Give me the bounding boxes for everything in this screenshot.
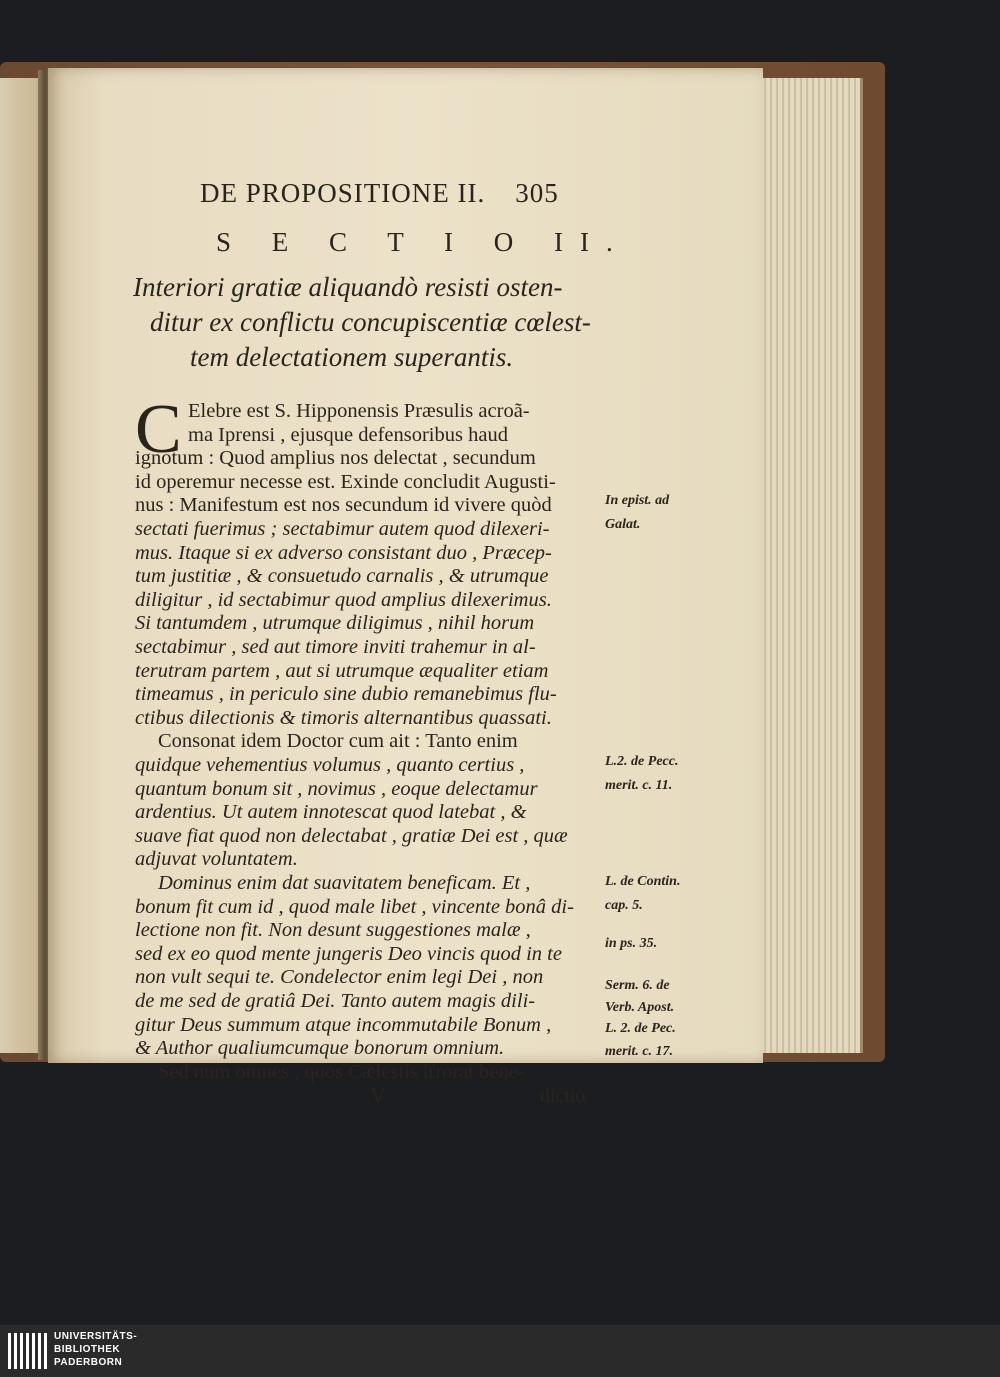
page-edges bbox=[760, 78, 863, 1053]
text-line: bonum fit cum id , quod male libet , vincente bonâ di- bbox=[135, 895, 574, 918]
text-line: quidque vehementius volumus , quanto certius , bbox=[135, 754, 525, 776]
margin-note: merit. c. 17. bbox=[605, 1044, 674, 1059]
page-number: 305 bbox=[515, 178, 559, 208]
text-line: tum justitiæ , & consuetudo carnalis , & utrumque bbox=[135, 565, 549, 588]
title-line: ditur ex conflictu concupiscentiæ cœlest- bbox=[150, 307, 591, 337]
catchword: dictio bbox=[540, 1085, 586, 1107]
text-line: sed ex eo quod mente jungeris Deo vincis quod in te bbox=[135, 942, 562, 965]
margin-note: In epist. ad bbox=[605, 493, 670, 508]
signature-mark: V bbox=[370, 1083, 386, 1108]
text-line: Sed num omnes , quos Cælestis irrorat bene- bbox=[158, 1060, 525, 1083]
margin-note: L. 2. de Pec. bbox=[605, 1021, 676, 1036]
text-line: ardentius. Ut autem innotescat quod latebat , & bbox=[135, 801, 527, 824]
library-name-line: PADERBORN bbox=[54, 1357, 123, 1368]
text-line: Consonat idem Doctor cum ait : Tanto enim bbox=[158, 730, 518, 753]
margin-note: in ps. 35. bbox=[605, 936, 658, 951]
library-name-line: BIBLIOTHEK bbox=[54, 1344, 121, 1355]
text-line: Elebre est S. Hipponensis Præsulis acroã- bbox=[188, 400, 530, 422]
text-line: gitur Deus summum atque incommutabile Bonum , bbox=[135, 1013, 552, 1036]
drop-capital: C bbox=[135, 391, 182, 468]
title-line: Interiori gratiæ aliquandò resisti osten- bbox=[133, 272, 563, 302]
text-line: sectati fuerimus ; sectabimur autem quod dilexeri- bbox=[135, 518, 550, 540]
text-line: ignotum : Quod amplius nos delectat , secundum bbox=[135, 447, 536, 470]
text-line: non vult sequi te. Condelector enim legi Dei , non bbox=[135, 966, 544, 989]
header-title: DE PROPOSITIONE II. bbox=[200, 178, 486, 208]
margin-note: cap. 5. bbox=[605, 898, 643, 913]
margin-note: L.2. de Pecc. bbox=[605, 754, 679, 769]
running-header bbox=[200, 178, 559, 209]
text-line: nus : Manifestum est nos secundum id vivere quòd bbox=[135, 494, 552, 517]
text-line: quantum bonum sit , novimus , eoque delectamur bbox=[135, 777, 538, 800]
text-line: id operemur necesse est. Exinde concludit Augusti- bbox=[135, 470, 556, 493]
text-line: sectabimur , sed aut timore inviti trahemur in al- bbox=[135, 636, 536, 658]
library-logo-icon bbox=[8, 1333, 48, 1369]
text-line: ma Iprensi , ejusque defensoribus haud bbox=[188, 423, 508, 446]
text-line: & Author qualiumcumque bonorum omnium. bbox=[135, 1037, 505, 1060]
margin-note: Serm. 6. de bbox=[605, 978, 670, 993]
text-line: adjuvat voluntatem. bbox=[135, 848, 298, 871]
text-line: Dominus enim dat suavitatem beneficam. Et , bbox=[158, 872, 531, 894]
text-line: lectione non fit. Non desunt suggestiones malæ , bbox=[135, 919, 531, 942]
text-line: timeamus , in periculo sine dubio remanebimus flu- bbox=[135, 683, 557, 706]
margin-note: L. de Contin. bbox=[605, 874, 681, 889]
text-line: Si tantumdem , utrumque diligimus , nihil horum bbox=[135, 612, 535, 635]
text-line: terutram partem , aut si utrumque æqualiter etiam bbox=[135, 659, 549, 682]
title-line: tem delectationem superantis. bbox=[190, 342, 514, 372]
text-line: de me sed de gratiâ Dei. Tanto autem magis dili- bbox=[135, 990, 536, 1012]
margin-note: Galat. bbox=[605, 517, 641, 532]
text-line: diligitur , id sectabimur quod amplius dilexerimus. bbox=[135, 588, 552, 611]
library-footer bbox=[0, 1325, 1000, 1377]
library-name-line: UNIVERSITÄTS- bbox=[54, 1331, 138, 1342]
text-line: ctibus dilectionis & timoris alternantibus quassati. bbox=[135, 706, 552, 729]
section-heading: S E C T I O II. bbox=[216, 227, 630, 257]
text-line: mus. Itaque si ex adverso consistant duo , Præcep- bbox=[135, 541, 552, 564]
margin-note: merit. c. 11. bbox=[605, 778, 673, 793]
text-line: suave fiat quod non delectabat , gratiæ Dei est , quæ bbox=[135, 824, 568, 847]
margin-note: Verb. Apost. bbox=[605, 1000, 675, 1015]
